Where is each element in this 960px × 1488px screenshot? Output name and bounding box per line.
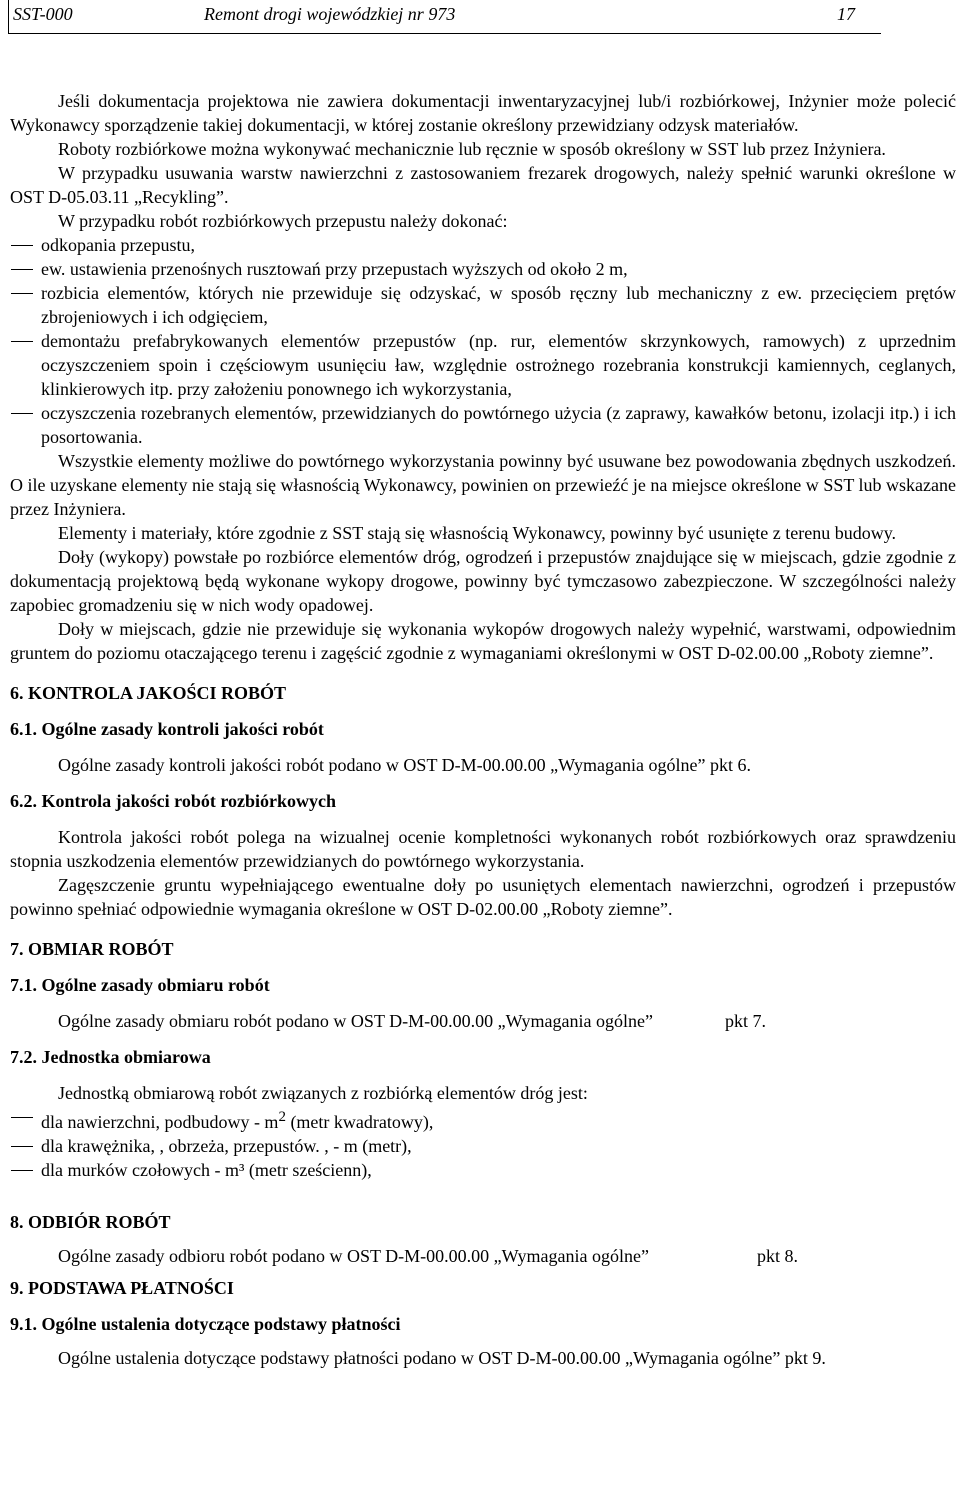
paragraph: Elementy i materiały, które zgodnie z SST stają się własnością Wykonawcy, powinny być usunięte z terenu budowy. xyxy=(58,523,897,543)
paragraph-text: Ogólne zasady obmiaru robót podano w OST D-M-00.00.00 „Wymagania ogólne” xyxy=(58,1011,653,1031)
list-item: dla murków czołowych - m³ (metr sześcienn), xyxy=(10,1158,956,1182)
list-item-text: dla nawierzchni, podbudowy - m xyxy=(41,1112,279,1132)
page-number: 17 xyxy=(837,4,855,24)
list-item xyxy=(10,1105,956,1134)
paragraph: Ogólne zasady kontroli jakości robót podano w OST D-M-00.00.00 „Wymagania ogólne” pkt 6. xyxy=(58,755,751,775)
section-heading: 6. KONTROLA JAKOŚCI ROBÓT xyxy=(10,683,287,703)
paragraph: Doły (wykopy) powstałe po rozbiórce elementów dróg, ogrodzeń i przepustów znajdujące się w miejscach, gdzie zgodnie z dokumentacją projektową będą wykonane wykopy drogowe, powinny być tymczasowo zabezpieczone. W szczególności należy zapobiec gromadzeniu się w nich wody opadowej. xyxy=(10,547,956,615)
page-header xyxy=(8,0,881,34)
paragraph: W przypadku robót rozbiórkowych przepustu należy dokonać: xyxy=(58,211,508,231)
paragraph: Wszystkie elementy możliwe do powtórnego wykorzystania powinny być usuwane bez powodowania zbędnych uszkodzeń. O ile uzyskane elementy nie stają się własnością Wykonawcy, powinien on przewieźć je na miejsce określone w SST lub wskazane przez Inżyniera. xyxy=(10,451,956,519)
paragraph xyxy=(10,1244,956,1268)
paragraph: W przypadku usuwania warstw nawierzchni z zastosowaniem frezarek drogowych, należy spełnić warunki określone w OST D-05.03.11 „Recykling”. xyxy=(10,163,956,207)
paragraph xyxy=(10,1009,956,1033)
point-reference: pkt 8. xyxy=(756,1246,798,1266)
paragraph: Kontrola jakości robót polega na wizualnej ocenie kompletności wykonanych robót rozbiórkowych oraz sprawdzeniu stopnia uszkodzenia elementów przewidzianych do powtórnego wykorzystania. xyxy=(10,827,956,871)
list-item: oczyszczenia rozebranych elementów, przewidzianych do powtórnego użycia (z zaprawy, kawałków betonu, izolacji itp.) i ich posortowania. xyxy=(10,401,956,449)
document-code: SST-000 xyxy=(13,4,73,24)
subsection-heading: 6.2. Kontrola jakości robót rozbiórkowych xyxy=(10,791,337,811)
point-reference: pkt 7. xyxy=(724,1011,766,1031)
paragraph-text: Ogólne zasady odbioru robót podano w OST D-M-00.00.00 „Wymagania ogólne” xyxy=(58,1246,649,1266)
list-item: ew. ustawienia przenośnych rusztowań przy przepustach wyższych od około 2 m, xyxy=(10,257,956,281)
document-body xyxy=(10,89,956,1370)
list-item: rozbicia elementów, których nie przewiduje się odzyskać, w sposób ręczny lub mechaniczny z ew. przecięciem prętów zbrojeniowych i ich odgięciem, xyxy=(10,281,956,329)
section-heading: 9. PODSTAWA PŁATNOŚCI xyxy=(10,1278,234,1298)
superscript: 2 xyxy=(278,1109,286,1125)
list-item: dla krawężnika, , obrzeża, przepustów. , - m (metr), xyxy=(10,1134,956,1158)
section-heading: 7. OBMIAR ROBÓT xyxy=(10,939,174,959)
list-item: odkopania przepustu, xyxy=(10,233,956,257)
document-title: Remont drogi wojewódzkiej nr 973 xyxy=(204,4,456,24)
paragraph: Jeśli dokumentacja projektowa nie zawiera dokumentacji inwentaryzacyjnej lub/i rozbiórkowej, Inżynier może polecić Wykonawcy sporządzenie takiej dokumentacji, w której zostanie określony przewidziany odzysk materiałów. xyxy=(10,91,956,135)
list-item-text: (metr kwadratowy), xyxy=(285,1112,434,1132)
paragraph: Ogólne ustalenia dotyczące podstawy płatności podano w OST D-M-00.00.00 „Wymagania ogólne” pkt 9. xyxy=(58,1348,826,1368)
paragraph: Roboty rozbiórkowe można wykonywać mechanicznie lub ręcznie w sposób określony w SST lub przez Inżyniera. xyxy=(58,139,886,159)
subsection-heading: 7.1. Ogólne zasady obmiaru robót xyxy=(10,975,270,995)
subsection-heading: 9.1. Ogólne ustalenia dotyczące podstawy płatności xyxy=(10,1314,401,1334)
paragraph: Zagęszczenie gruntu wypełniającego ewentualne doły po usuniętych elementach nawierzchni, ogrodzeń i przepustów powinno spełniać odpowiednie wymagania określone w OST D-02.00.00 „Roboty ziemne”. xyxy=(10,875,956,919)
subsection-heading: 6.1. Ogólne zasady kontroli jakości robót xyxy=(10,719,324,739)
list-item: demontażu prefabrykowanych elementów przepustów (np. rur, elementów skrzynkowych, ramowych) z uprzednim oczyszczeniem spoin i częściowym usunięciu ław, względnie ostrożnego rozebrania konstrukcji kamiennych, ceglanych, klinkierowych itp. przy założeniu ponownego ich wykorzystania, xyxy=(10,329,956,401)
paragraph: Jednostką obmiarową robót związanych z rozbiórką elementów dróg jest: xyxy=(58,1083,588,1103)
subsection-heading: 7.2. Jednostka obmiarowa xyxy=(10,1047,211,1067)
paragraph: Doły w miejscach, gdzie nie przewiduje się wykonania wykopów drogowych należy wypełnić, warstwami, odpowiednim gruntem do poziomu otaczającego terenu i zagęścić zgodnie z wymaganiami określonymi w OST D-02.00.00 „Roboty ziemne”. xyxy=(10,619,956,663)
section-heading: 8. ODBIÓR ROBÓT xyxy=(10,1212,171,1232)
